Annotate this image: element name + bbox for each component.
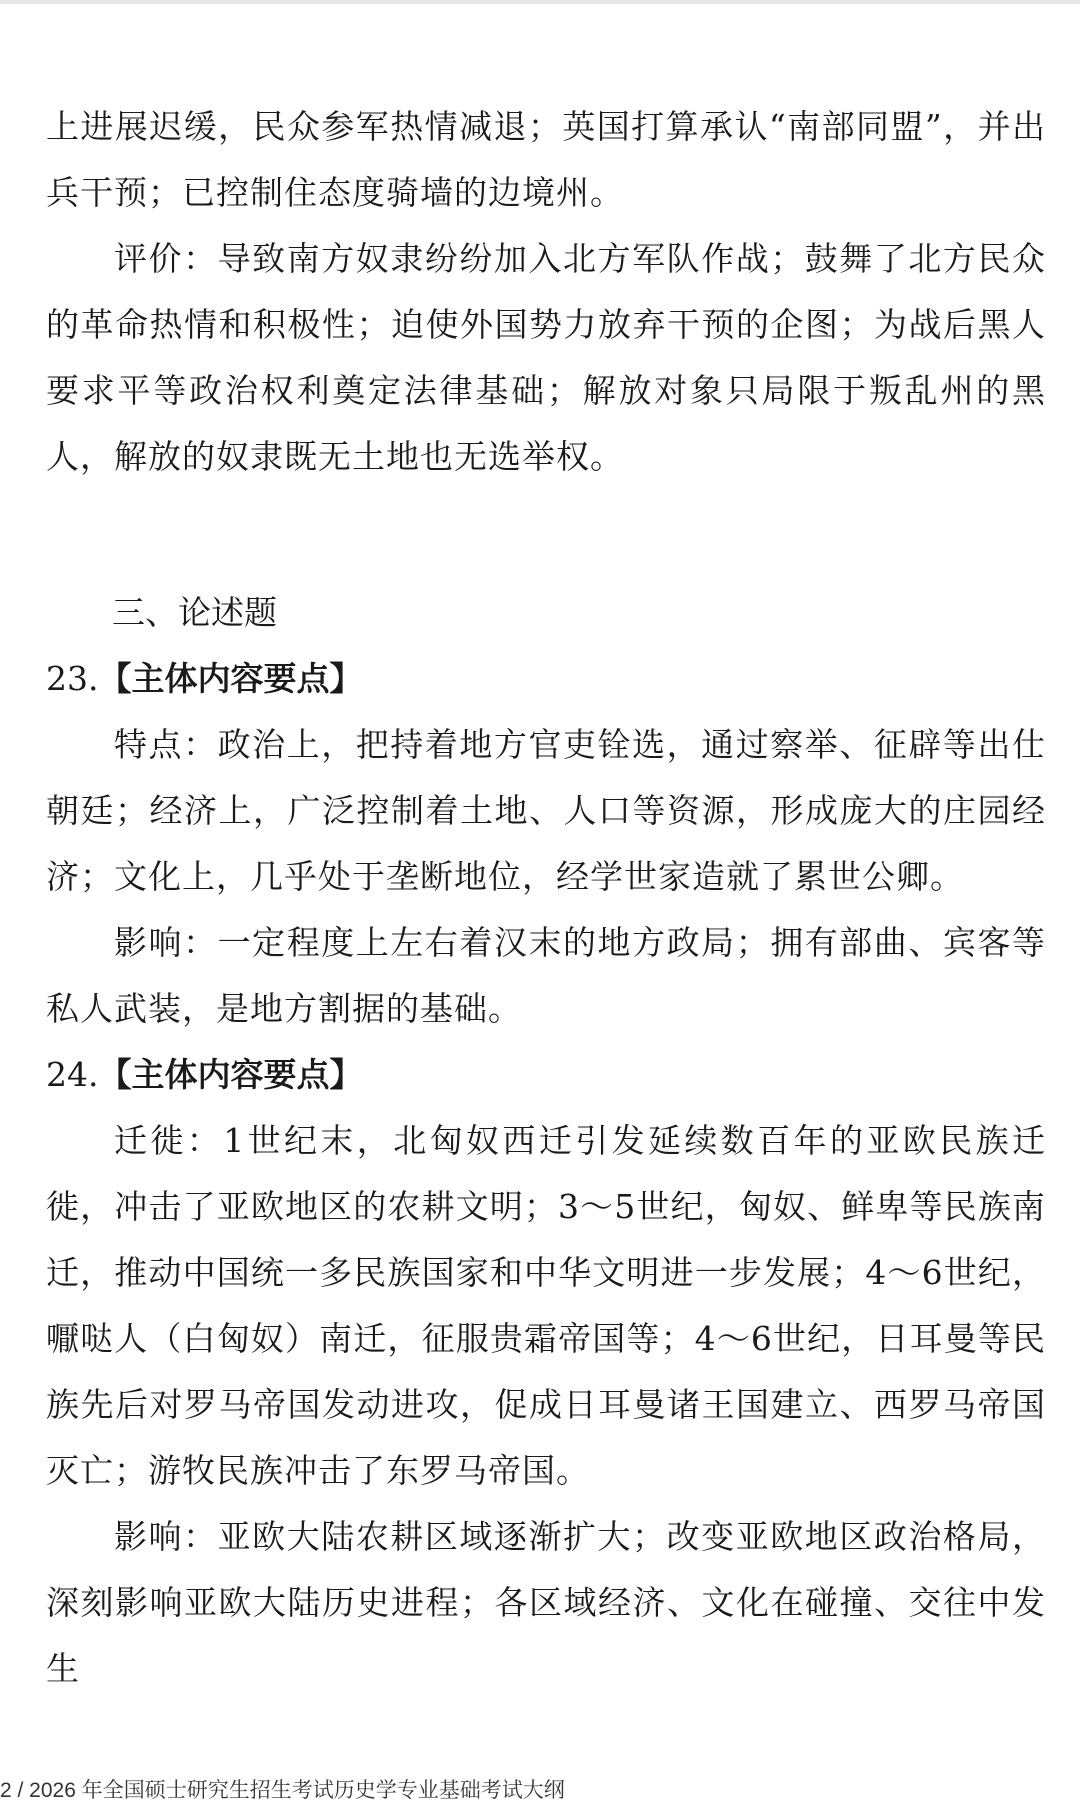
question-24-number: 24.	[46, 1055, 99, 1094]
question-24-title: 【主体内容要点】	[98, 1055, 363, 1094]
question-23-title: 【主体内容要点】	[98, 659, 363, 698]
question-24-migration: 迁徙：1世纪末，北匈奴西迁引发延续数百年的亚欧民族迁徙，冲击了亚欧地区的农耕文明；3～5世纪，匈奴、鲜卑等民族南迁，推动中国统一多民族国家和中华文明进一步发展；4～6世纪，嚈哒人（白匈奴）南迁，征服贵霜帝国等；4～6世纪，日耳曼等民族先后对罗马帝国发动进攻，促成日耳曼诸王国建立、西罗马帝国灭亡；游牧民族冲击了东罗马帝国。	[46, 1121, 1046, 1490]
section-heading: 三、论述题	[112, 593, 277, 632]
question-23-features: 特点：政治上，把持着地方官吏铨选，通过察举、征辟等出仕朝廷；经济上，广泛控制着土地、人口等资源，形成庞大的庄园经济；文化上，几乎处于垄断地位，经学世家造就了累世公卿。	[46, 725, 1046, 896]
paragraph-continuation: 上进展迟缓，民众参军热情减退；英国打算承认“南部同盟”，并出兵干预；已控制住态度骑墙的边境州。	[46, 107, 1046, 212]
question-23-number: 23.	[46, 659, 99, 698]
question-24-influence: 影响：亚欧大陆农耕区域逐渐扩大；改变亚欧地区政治格局，深刻影响亚欧大陆历史进程；各区域经济、文化在碰撞、交往中发生	[46, 1517, 1046, 1688]
question-23-heading	[46, 646, 362, 712]
paragraph-evaluation: 评价：导致南方奴隶纷纷加入北方军队作战；鼓舞了北方民众的革命热情和积极性；迫使外国势力放弃干预的企图；为战后黑人要求平等政治权利奠定法律基础；解放对象只局限于叛乱州的黑人，解放的奴隶既无土地也无选举权。	[46, 239, 1046, 476]
question-24-heading	[46, 1042, 362, 1108]
question-23-influence: 影响：一定程度上左右着汉末的地方政局；拥有部曲、宾客等私人武装，是地方割据的基础。	[46, 923, 1046, 1028]
page-footer: 2 / 2026 年全国硕士研究生招生考试历史学专业基础考试大纲	[0, 1779, 565, 1802]
top-divider	[0, 0, 1080, 4]
